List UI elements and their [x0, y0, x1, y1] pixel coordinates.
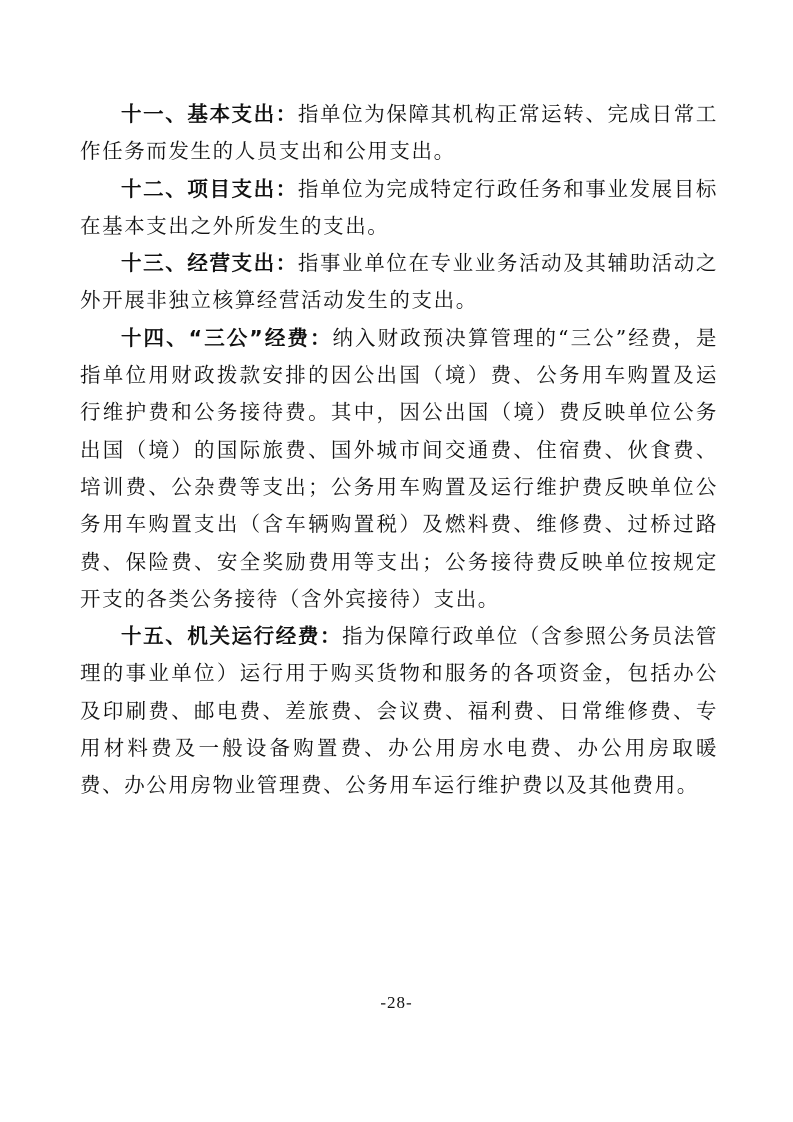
- paragraph-agency-operating-expenses: [80, 618, 718, 804]
- document-body: [80, 96, 718, 805]
- paragraph-project-expenditure: [80, 171, 718, 246]
- term-definition: 指单位为保障其机构正常运转、完成日常工作任务而发生的人员支出和公用支出。: [80, 102, 718, 164]
- term-label: 十五、机关运行经费：: [121, 624, 343, 649]
- term-label: 十三、经营支出：: [121, 251, 298, 276]
- term-definition: 纳入财政预决算管理的“三公”经费，是指单位用财政拨款安排的因公出国（境）费、公务用车购置及运行维护费和公务接待费。其中，因公出国（境）费反映单位公务出国（境）的国际旅费、国外城市间交通费、住宿费、伙食费、培训费、公杂费等支出；公务用车购置及运行维护费反映单位公务用车购置支出（含车辆购置税）及燃料费、维修费、过桥过路费、保险费、安全奖励费用等支出；公务接待费反映单位按规定开支的各类公务接待（含外宾接待）支出。: [80, 325, 718, 611]
- paragraph-operating-expenditure: [80, 245, 718, 320]
- page-number: -28-: [380, 993, 413, 1012]
- term-definition: 指为保障行政单位（含参照公务员法管理的事业单位）运行用于购买货物和服务的各项资金，包括办公及印刷费、邮电费、差旅费、会议费、福利费、日常维修费、专用材料费及一般设备购置费、办公用房水电费、办公用房取暖费、办公用房物业管理费、公务用车运行维护费以及其他费用。: [80, 624, 719, 798]
- term-label: 十四、“三公”经费：: [121, 325, 333, 350]
- paragraph-three-public-expenses: [80, 320, 718, 618]
- term-label: 十一、基本支出：: [121, 102, 298, 126]
- paragraph-basic-expenditure: [80, 96, 718, 171]
- term-definition: 指事业单位在专业业务活动及其辅助活动之外开展非独立核算经营活动发生的支出。: [80, 251, 718, 313]
- term-label: 十二、项目支出：: [121, 176, 298, 201]
- term-definition: 指单位为完成特定行政任务和事业发展目标在基本支出之外所发生的支出。: [80, 176, 718, 238]
